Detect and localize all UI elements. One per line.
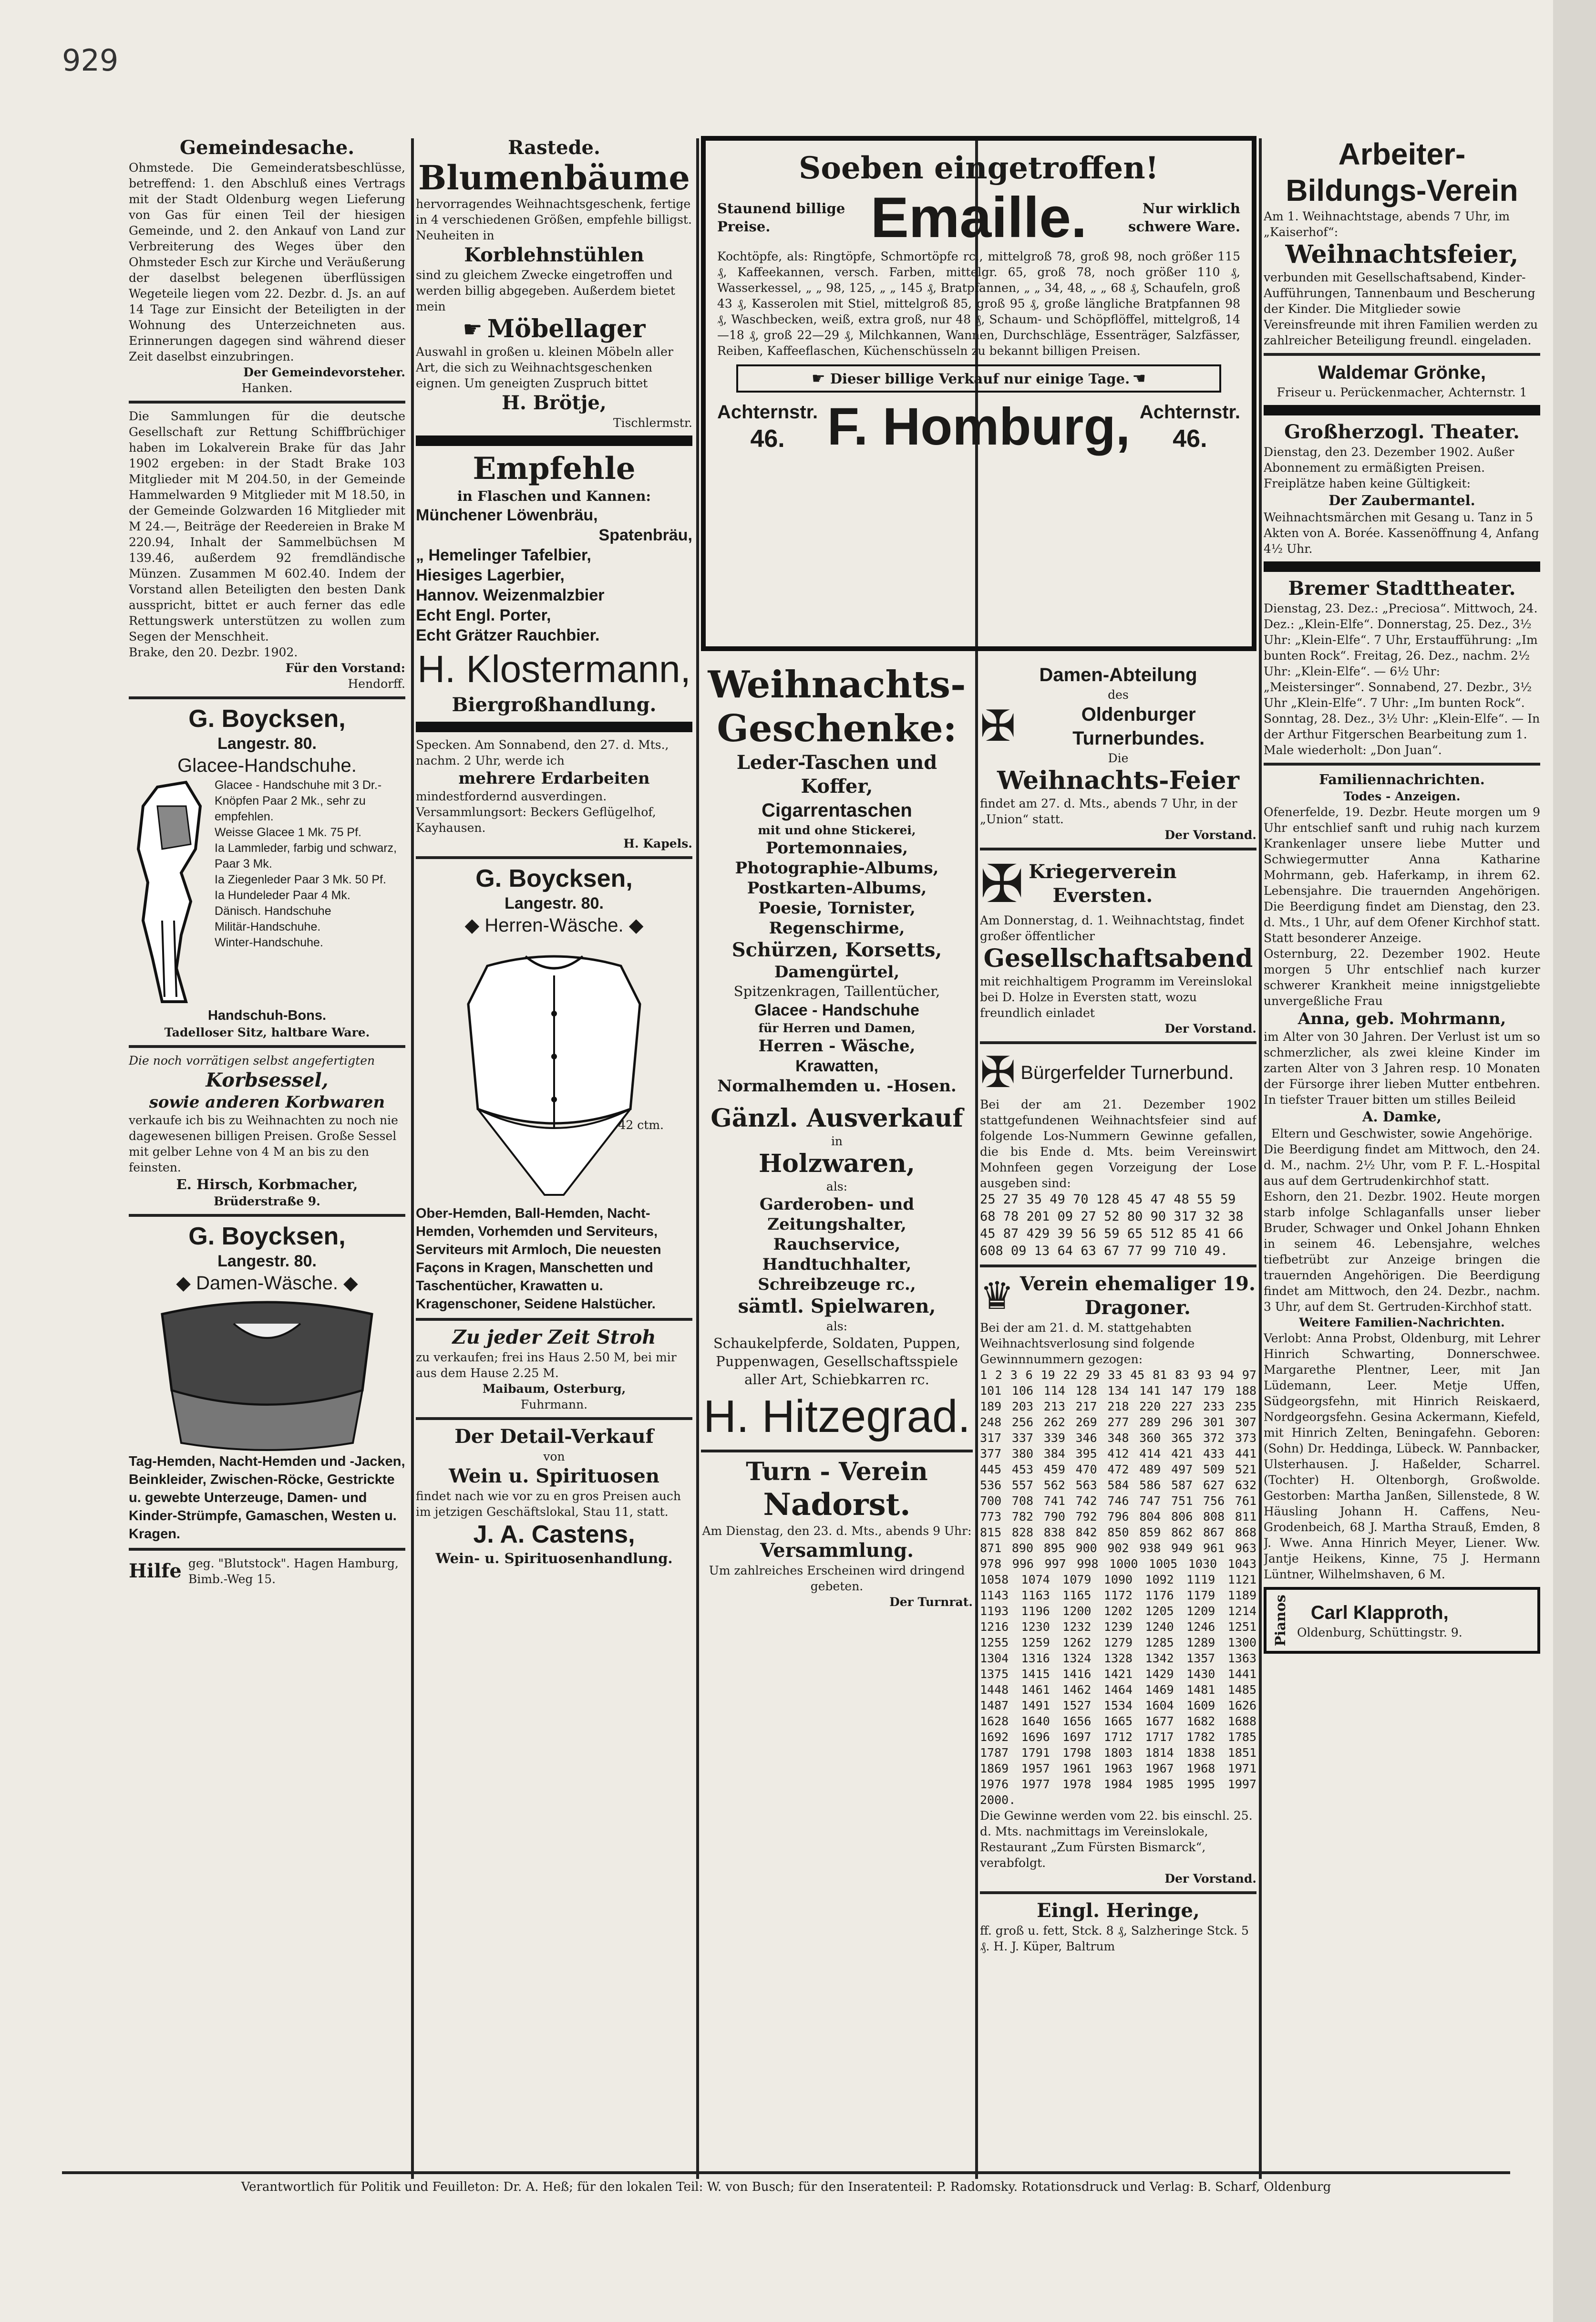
- column-3: [701, 663, 973, 2179]
- iron-cross-icon: ✠: [980, 853, 1024, 914]
- wein-title: Wein u. Spirituosen: [449, 1465, 659, 1487]
- herren-items: Ober-Hemden, Ball-Hemden, Nacht-Hemden, Vorhemden und Serviteurs, Serviteurs mit Armloch, Die neuesten Façons in Kragen, Manschetten und Taschentücher, Krawatten u. Kragenschoner, Seidene Halstücher.: [416, 1206, 661, 1312]
- hilfe-text: geg. "Blutstock". Hagen Hamburg, Bimb.-Weg 15.: [188, 1556, 399, 1586]
- divider: [129, 1045, 405, 1048]
- number-left: 46.: [750, 425, 785, 453]
- beer-item: Hiesiges Lagerbier,: [416, 566, 565, 584]
- sammlung-name: Hendorff.: [348, 677, 405, 691]
- divider: [416, 1318, 692, 1321]
- divider: [129, 696, 405, 699]
- divider: [1264, 353, 1540, 356]
- divider: [129, 1214, 405, 1217]
- gift-item: Spitzenkragen, Taillentücher,: [733, 983, 940, 999]
- pianos-label: Pianos: [1272, 1595, 1288, 1647]
- gift-item: Normalhemden u. -Hosen.: [717, 1077, 957, 1096]
- gift-item: Photographie-Albums,: [735, 859, 939, 878]
- address-right: [1140, 400, 1240, 454]
- boycksen-name: G. Boycksen,: [475, 865, 633, 892]
- damke-name: A. Damke,: [1362, 1109, 1442, 1125]
- pointing-hand-icon: ☛: [811, 369, 830, 387]
- gift-item: Krawatten,: [795, 1057, 878, 1075]
- erdarbeiten-title: mehrere Erdarbeiten: [458, 769, 650, 788]
- boycksen-name: G. Boycksen,: [188, 1223, 346, 1250]
- beer-item: Echt Grätzer Rauchbier.: [416, 626, 600, 644]
- boycksen-address: Langestr. 80.: [505, 894, 604, 912]
- gemeinde-signature: Der Gemeindevorsteher.: [243, 365, 405, 379]
- als-label: als:: [826, 1180, 848, 1193]
- weihnachts-title: Weihnachts-: [708, 663, 966, 706]
- krieger-titles: [1029, 860, 1176, 908]
- damke-sub: Eltern und Geschwister, sowie Angehörige.: [1271, 1127, 1533, 1140]
- hitzegrad-name: H. Hitzegrad.: [703, 1391, 971, 1442]
- column-rule: [1259, 138, 1262, 2179]
- klapproth-details: [1297, 1601, 1462, 1640]
- klostermann-sub: Biergroßhandlung.: [452, 694, 657, 716]
- gemeinde-text: Ohmstede. Die Gemeinderatsbeschlüsse, betreffend: 1. den Abschluß eines Vertrags mit der Stadt Oldenburg wegen Lieferung von Gas für einen Teil der hiesigen Gemeinde, und 2. den Ankauf von Land zur Verbreiterung des Weges über den Ohmsteder Esch zur Kirche und Veräußerung der daselbst belegenen überflüssigen Wegeteile liegen vom 22. Dezbr. d. Js. an auf 14 Tage zur Einsicht der Beteiligten in der Wohnung des Unterzeichneten aus. Erinnerungen dagegen sind während dieser Zeit daselbst einzubringen.: [129, 161, 405, 363]
- todes-title: Todes - Anzeigen.: [1343, 789, 1461, 803]
- herren-waesche-title: ◆ Herren-Wäsche. ◆: [464, 915, 644, 936]
- gift-item: Schürzen, Korsetts,: [731, 939, 942, 961]
- divider: [416, 1417, 692, 1420]
- todes-text: Ofenerfelde, 19. Dezbr. Heute morgen um 9 Uhr entschlief sanft und ruhig nach kurzem Krankenlager unsere liebe Mutter und Schwiegermutter Anna Katharine Mohrmann, geb. Haferkamp, in ihrem 62. Lebensjahre. Die trauernden Angehörigen. Die Beerdigung findet am Dienstag, den 23. d. Mts., 1 Uhr, auf dem Ofener Kirchhof statt. Statt besonderer Anzeige.: [1264, 805, 1540, 945]
- gesellschaftsabend-signature: Der Vorstand.: [1164, 1022, 1256, 1036]
- damke-text: Die Beerdigung findet am Mittwoch, den 24. d. M., nachm. 2½ Uhr, vom P. F. L.-Hospital aus auf dem Gertrudenkirchhof statt.: [1264, 1142, 1540, 1188]
- hirsch-address: Brüderstraße 9.: [214, 1194, 320, 1208]
- damen-waesche-title: ◆ Damen-Wäsche. ◆: [176, 1273, 358, 1294]
- holz-item: Rauchservice, Handtuchhalter,: [762, 1235, 912, 1274]
- dragoner-title: Verein ehemaliger 19. Dragoner.: [1019, 1273, 1256, 1319]
- weihnachts-feier-title: Weihnachts-Feier: [997, 766, 1240, 795]
- stroh-title: Zu jeder Zeit Stroh: [452, 1326, 656, 1348]
- hirsch-title: Korbsessel,: [206, 1069, 329, 1091]
- anna-name: Anna, geb. Mohrmann,: [1297, 1009, 1506, 1028]
- turnrat-signature: Der Turnrat.: [889, 1595, 973, 1609]
- staunend-text: Staunend billige Preise.: [717, 200, 845, 235]
- gift-item: Postkarten-Albums,: [747, 879, 927, 898]
- glacee-title: Glacee-Handschuhe.: [177, 755, 357, 776]
- glove-block: [129, 777, 405, 1006]
- detail-von: von: [543, 1450, 565, 1463]
- column-rule: [696, 138, 699, 2179]
- divider: [980, 848, 1256, 850]
- divider: [701, 1450, 973, 1452]
- column-2: [416, 136, 692, 2179]
- zaubermantel-title: Der Zaubermantel.: [1328, 492, 1475, 508]
- glove-item: Winter-Handschuhe.: [215, 936, 323, 949]
- klapproth-name: Carl Klapproth,: [1310, 1602, 1449, 1623]
- column-1: [129, 136, 405, 2179]
- weihnachtsfeier-title: Weihnachtsfeier,: [1285, 240, 1519, 269]
- sammlung-date: Brake, den 20. Dezbr. 1902.: [129, 645, 298, 659]
- divider: [1264, 405, 1540, 415]
- gift-item: Portemonnaies,: [765, 839, 908, 858]
- gemeinde-title: Gemeindesache.: [179, 136, 355, 159]
- hirsch-text: verkaufe ich bis zu Weihnachten zu noch nie dagewesenen billigen Preisen. Große Sessel mit gelber Lehne von 4 M an bis zu den feinsten.: [129, 1113, 398, 1174]
- page-number: 929: [62, 43, 119, 78]
- in-label: in: [831, 1134, 843, 1148]
- pointing-hand-icon: ☛: [463, 316, 483, 342]
- ausverkauf-title: Gänzl. Ausverkauf: [710, 1104, 963, 1133]
- groenke-name: Waldemar Grönke,: [1318, 362, 1486, 383]
- column-rule: [411, 138, 414, 2179]
- erdarbeiten-text: mindestfordernd ausverdingen. Versammlungsort: Beckers Geflügelhof, Kayhausen.: [416, 789, 656, 835]
- weihnachts-feier-text: findet am 27. d. Mts., abends 7 Uhr, in der „Union“ statt.: [980, 797, 1237, 826]
- divider: [416, 856, 692, 859]
- cross-icon: ✠: [980, 701, 1016, 751]
- turnerbund-heading: [980, 703, 1256, 750]
- broetje-name: H. Brötje,: [502, 392, 607, 414]
- divider: [1264, 561, 1540, 572]
- glove-item: Ia Lammleder, farbig und schwarz, Paar 3 Mk.: [215, 841, 397, 871]
- korb-title: Korblehnstühlen: [464, 244, 644, 266]
- crown-icon: ♛: [980, 1274, 1014, 1318]
- hilfe-title: Hilfe: [129, 1560, 182, 1582]
- emaille-row: [717, 187, 1240, 249]
- gift-item: Regenschirme,: [769, 919, 905, 938]
- theater-title: Großherzogl. Theater.: [1284, 421, 1520, 443]
- detail-title: Der Detail-Verkauf: [454, 1425, 654, 1448]
- bluemen-title: Blumenbäume: [418, 158, 690, 197]
- hirsch-intro: Die noch vorrätigen selbst angefertigten: [129, 1054, 375, 1068]
- glove-prices: [215, 777, 405, 1006]
- beer-item: Spatenbräu,: [598, 526, 692, 544]
- hilfe-ad: [129, 1555, 405, 1587]
- imprint-footer: Verantwortlich für Politik und Feuilleton: Dr. A. Heß; für den lokalen Teil: W. von Busch; für den Inseratenteil: P. Radomsky. Rotationsdruck und Verlag: B. Scharf, Oldenburg: [62, 2171, 1510, 2195]
- number-right: 46.: [1173, 425, 1207, 453]
- broetje-sub: Tischlermstr.: [613, 416, 692, 430]
- castens-sub: Wein- u. Spirituosenhandlung.: [435, 1550, 673, 1566]
- krieger-heading: [980, 855, 1256, 912]
- bluemen-text: hervorragendes Weihnachtsgeschenk, fertige in 4 verschiedenen Größen, empfehle billigst. Neuheiten in: [416, 197, 692, 242]
- column-5: [1264, 136, 1540, 2179]
- homburg-ad: [701, 136, 1256, 661]
- nadorst-title: Nadorst.: [763, 1487, 911, 1523]
- klostermann-name: H. Klostermann,: [417, 648, 691, 690]
- beer-item: Echt Engl. Porter,: [416, 606, 551, 624]
- buergerfelder-numbers: 25 27 35 49 70 128 45 47 48 55 59 68 78 201 09 27 52 80 90 317 32 38 45 87 429 39 56 59 65 512 85 41 66 608 09 13 64 63 67 77 99 710 49.: [980, 1192, 1244, 1258]
- weitere-title: Weitere Familien-Nachrichten.: [1299, 1316, 1505, 1329]
- glove-item: Ia Hundeleder Paar 4 Mk.: [215, 889, 350, 902]
- boycksen-address: Langestr. 80.: [217, 1252, 317, 1270]
- column-4: [980, 663, 1256, 2179]
- bildungsverein-title: Bildungs-Verein: [1286, 173, 1518, 207]
- moebel-text: Auswahl in großen u. kleinen Möbeln aller Art, die sich zu Weihnachtsgeschenken eignen. Um geneigten Zuspruch bittet: [416, 345, 673, 390]
- holz-item: sämtl. Spielwaren,: [738, 1295, 936, 1317]
- gift-item: Herren - Wäsche,: [758, 1037, 916, 1056]
- achternstr-right: Achternstr.: [1139, 402, 1240, 423]
- buergerfelder-text: Bei der am 21. Dezember 1902 stattgefundenen Weihnachtsfeier sind auf folgende Los-Nummern Gewinne gefallen, die bis Ende d. Mts. beim Vereinswirt Mohnfeen gegen Vorzeigung der Lose ausgeben sind:: [980, 1098, 1256, 1190]
- heringe-title: Eingl. Heringe,: [1037, 1899, 1200, 1922]
- glove-tagline: Tadelloser Sitz, haltbare Ware.: [164, 1026, 370, 1039]
- damen-items: Tag-Hemden, Nacht-Hemden und -Jacken, Beinkleider, Zwischen-Röcke, Gestrickte u. gewebte Unterzeuge, Damen- und Kinder-Strümpfe, Gamaschen, Westen u. Kragen.: [129, 1454, 405, 1542]
- divider: [980, 1891, 1256, 1894]
- collar-image: [153, 1295, 381, 1452]
- als-label: als:: [826, 1319, 848, 1333]
- emaille-text: Kochtöpfe, als: Ringtöpfe, Schmortöpfe rc., mittelgroß 78, groß 98, noch größer 115 ₰, Kaffeekannen, versch. Farben, mittelgr. 65, groß 78, noch größer 110 ₰, Wasserkessel, „ „ 98, 125, „ „ 145 ₰, Bratpfannen, „ „ 34, 48, „ „ 68 ₰, Schaufeln, groß 43 ₰, Kasserolen mit Stiel, mittelgroß 85, groß 95 ₰, große längliche Bratpfannen 98 ₰, Waschbecken, weiß, extra groß, nur 48 ₰, Schaum- und Schöpflöffel, mittelgroß, 14—18 ₰, groß 22—29 ₰, Milchkannen, Wannen, Durchschläge, Essenträger, Salzfässer, Reiben, Kaffeeflaschen, Küchenschüsseln zu bekannt billigen Preisen.: [717, 249, 1240, 358]
- holz-item: Garderoben- und Zeitungshalter,: [759, 1195, 915, 1234]
- turnerbund-title: Oldenburger Turnerbundes.: [1072, 704, 1205, 749]
- beer-item: Münchener Löwenbräu,: [416, 506, 598, 524]
- gift-item: Damengürtel,: [774, 963, 900, 982]
- dieser-text: Dieser billige Verkauf nur einige Tage.: [830, 371, 1130, 387]
- stroh-text: zu verkaufen; frei ins Haus 2.50 M, bei mir aus dem Hause 2.25 M.: [416, 1350, 677, 1380]
- bremer-title: Bremer Stadttheater.: [1288, 577, 1516, 600]
- glove-item: Weisse Glacee 1 Mk. 75 Pf.: [215, 826, 361, 839]
- turnverein-text2: Um zahlreiches Erscheinen wird dringend gebeten.: [709, 1564, 965, 1593]
- glove-item: Militär-Handschuhe.: [215, 920, 321, 933]
- die-label: Die: [1108, 751, 1129, 765]
- homburg-box: [701, 136, 1256, 651]
- divider: [1264, 763, 1540, 766]
- heringe-text: ff. groß u. fett, Stck. 8 ₰, Salzheringe Stck. 5 ₰. H. J. Küper, Baltrum: [980, 1924, 1249, 1953]
- krieger-title: Kriegerverein: [1029, 860, 1177, 883]
- gesellschaftsabend-title: Gesellschaftsabend: [983, 944, 1253, 973]
- theater-text: Dienstag, den 23. Dezember 1902. Außer Abonnement zu ermäßigten Preisen. Freiplätze haben keine Gültigkeit:: [1264, 445, 1514, 490]
- korb-text: sind zu gleichem Zwecke eingetroffen und werden billig abgegeben. Außerdem bietet mein: [416, 268, 675, 313]
- klapproth-address: Oldenburg, Schüttingstr. 9.: [1297, 1625, 1462, 1639]
- turnverein-text: Am Dienstag, den 23. d. Mts., abends 9 Uhr:: [702, 1524, 972, 1538]
- castens-name: J. A. Castens,: [473, 1521, 635, 1548]
- weihnachtsfeier-text: verbunden mit Gesellschaftsabend, Kinder-Aufführungen, Tannenbaum und Bescherung der Kinder. Die Mitglieder sowie Vereinsfreunde mit ihren Familien werden zu zahlreicher Beteiligung freundl. eingeladen.: [1264, 270, 1538, 347]
- rastede-title: Rastede.: [508, 136, 600, 159]
- address-left: [717, 400, 818, 454]
- shirt-figure: [440, 937, 669, 1204]
- wein-text: findet nach wie vor zu en gros Preisen auch im jetzigen Geschäftslokal, Stau 11, statt.: [416, 1489, 681, 1519]
- dragoner-text: Bei der am 21. d. M. stattgehabten Weihnachtsverlosung sind folgende Gewinnnummern gezogen:: [980, 1321, 1195, 1366]
- holz-item: Schreibzeuge rc.,: [758, 1275, 916, 1294]
- glove-bons: Handschuh-Bons.: [207, 1008, 327, 1023]
- zigarren-sub: mit und ohne Stickerei,: [758, 823, 916, 837]
- groenke-sub: Friseur u. Perückenmacher, Achternstr. 1: [1277, 385, 1527, 399]
- klapproth-ad: [1264, 1587, 1540, 1654]
- kapels-name: H. Kapels.: [623, 837, 692, 850]
- spacer: [701, 1096, 973, 1104]
- leder-title: Leder-Taschen und Koffer,: [736, 751, 937, 798]
- glove-image: [129, 777, 210, 1006]
- beer-item: Hannov. Weizenmalzbier: [416, 586, 605, 604]
- shirt-image: [440, 937, 669, 1204]
- achternstr-left: Achternstr.: [717, 402, 818, 423]
- cross-icon: ✠: [980, 1047, 1016, 1098]
- gift-item: Glacee - Handschuhe: [754, 1001, 919, 1019]
- dragoner-text2: Die Gewinne werden vom 22. bis einschl. 25. d. Mts. nachmittags im Vereinslokale, Restaurant „Zum Fürsten Bismarck“, verabfolgt.: [980, 1809, 1253, 1870]
- dragoner-signature: Der Vorstand.: [1164, 1872, 1256, 1886]
- holzwaren-title: Holzwaren,: [759, 1149, 915, 1178]
- glove-item: Ia Ziegenleder Paar 3 Mk. 50 Pf.: [215, 873, 386, 886]
- versammlung-title: Versammlung.: [760, 1539, 914, 1562]
- zaubermantel-text: Weihnachtsmärchen mit Gesang u. Tanz in 5 Akten von A. Borée. Kassenöffnung 4, Anfang 4½ Uhr.: [1264, 510, 1539, 556]
- divider: [980, 1265, 1256, 1267]
- dieser-box: [736, 364, 1221, 393]
- beer-item: „ Hemelinger Tafelbier,: [416, 546, 591, 564]
- gift-item: Poesie, Tornister,: [758, 899, 916, 918]
- arbeiter-text: Am 1. Weihnachtstage, abends 7 Uhr, im „Kaiserhof“:: [1264, 209, 1510, 239]
- specken-text: Specken. Am Sonnabend, den 27. d. Mts., nachm. 2 Uhr, werde ich: [416, 738, 669, 767]
- turnverein-title: Turn - Verein: [746, 1457, 928, 1486]
- sammlung-signature: Für den Vorstand:: [285, 661, 405, 675]
- glove-item: Glacee - Handschuhe mit 3 Dr.-Knöpfen Paar 2 Mk., sehr zu empfehlen.: [215, 778, 382, 823]
- page-margin: [1553, 0, 1596, 2322]
- eshorn-text: Eshorn, den 21. Dezbr. 1902. Heute morgen starb infolge Schlaganfalls unser lieber Bruder, Schwager und Onkel Johann Ehnken in seinem 46. Lebensjahre, welches tiefbetrübt zur Anzeige bringen die trauernden Angehörigen. Die Beerdigung findet am Mittwoch, den 24. Dezbr., nachm. 3 Uhr, auf dem St. Gertruden-Kirchhof statt.: [1264, 1190, 1540, 1314]
- pointing-hand-icon: ☚: [1132, 369, 1146, 387]
- weihnachts-feier-signature: Der Vorstand.: [1164, 828, 1256, 842]
- damen-abteilung-title: Damen-Abteilung: [1039, 664, 1197, 685]
- weitere-text: Verlobt: Anna Probst, Oldenburg, mit Lehrer Hinrich Schwarting, Donnerschwee. Margarethe Plentner, Leer, mit Jan Lüdemann, Leer. Metje Uffen, Südgeorgsfehn, mit Hinrich Reiskaerd, Nordgeorgsfehn. Gesina Ackermann, Kiefeld, mit Hinrich Zelten, Beningafehn. Geboren: (Sohn) Dr. Heddinga, Lübeck. W. Pannbacker, Ulsterhausen. J. Haßelder, Scharrel. (Tochter) H. Oltenborgh, Großwolde. Gestorben: Martha Janßen, Sillenstede, 8 W. Häusling Johann H. Caffens, Neu-Grodenbeich, 68 J. Martha Strauß, Emden, 8 J. Wwe. Anna Hinrich Meyer, Liener. Ww. Jantje Heikens, Kinne, 75 J. Hermann Lüntner, Wilhelmshaven, 6 M.: [1264, 1331, 1540, 1581]
- hirsch-name: E. Hirsch, Korbmacher,: [176, 1176, 358, 1192]
- empfehle-title: Empfehle: [473, 451, 636, 487]
- des-label: des: [1108, 688, 1129, 702]
- gift-item: für Herren und Damen,: [758, 1021, 916, 1035]
- osternburg-text: Osternburg, 22. Dezember 1902. Heute morgen 5 Uhr entschlief nach kurzer schwerer Krankheit meine innigstgeliebte unvergeßliche Frau: [1264, 947, 1540, 1008]
- krieger-text: Am Donnerstag, d. 1. Weihnachtstag, findet großer öffentlicher: [980, 913, 1245, 943]
- homburg-footer: [717, 398, 1240, 456]
- buergerfelder-title: Bürgerfelder Turnerbund.: [1020, 1062, 1234, 1083]
- stroh-signature: Maibaum, Osterburg,: [482, 1382, 626, 1396]
- gesellschaftsabend-text: mit reichhaltigem Programm im Vereinslokal bei D. Holze in Eversten statt, wozu freundlich einladet: [980, 974, 1253, 1020]
- hirsch-subtitle: sowie anderen Korbwaren: [149, 1093, 385, 1112]
- divider: [416, 435, 692, 446]
- divider: [980, 1041, 1256, 1044]
- arbeiter-title: Arbeiter-: [1338, 137, 1466, 171]
- eversten-title: Eversten.: [1052, 884, 1153, 907]
- stroh-signature-sub: Fuhrmann.: [520, 1398, 588, 1411]
- geschenke-title: Geschenke:: [717, 707, 957, 750]
- spielwaren-list: Schaukelpferde, Soldaten, Puppen, Puppenwagen, Gesellschaftsspiele aller Art, Schiebkarren rc.: [713, 1335, 960, 1388]
- boycksen-name: G. Boycksen,: [188, 705, 346, 733]
- moebel-heading: [416, 314, 692, 344]
- boycksen-address: Langestr. 80.: [217, 735, 317, 753]
- dragoner-numbers: 1 2 3 6 19 22 29 33 45 81 83 93 94 97 101 106 114 128 134 141 147 179 188 189 203 213 217 218 220 227 233 235 248 256 262 269 277 289 296 301 307 317 337 339 346 348 360 365 372 373 377 380 384 395 412 414 421 433 441 445 453 459 470 472 489 497 509 521 536 557 562 563 584 586 587 627 632 700 708 741 742 746 747 751 756 761 773 782 790 792 796 804 806 808 811 815 828 838 842 850 859 862 867 868 871 890 895 900 902 938 949 961 963 978 996 997 998 1000 1005 1030 1043 1058 1074 1079 1090 1092 1119 1121 1143 1163 1165 1172 1176 1179 1189 1193 1196 1200 1202 1205 1209 1214 1216 1230 1232 1239 1240 1246 1251 1255 1259 1262 1279 1285 1289 1300 1304 1316 1324 1328 1342 1357 1363 1375 1415 1416 1421 1429 1430 1441 1448 1461 1462 1464 1469 1481 1485 1487 1491 1527 1534 1604 1609 1626 1628 1640 1656 1665 1677 1682 1688 1692 1696 1697 1712 1717 1782 1785 1787 1791 1798 1803 1814 1838 1851 1869 1957 1961 1963 1967 1968 1971 1976 1977 1978 1984 1985 1995 1997 2000.: [980, 1368, 1256, 1807]
- divider: [129, 401, 405, 404]
- divider: [129, 1548, 405, 1551]
- glove-item: Dänisch. Handschuhe: [215, 904, 331, 918]
- empfehle-sub: in Flaschen und Kannen:: [457, 488, 651, 504]
- dragoner-heading: [980, 1272, 1256, 1320]
- moebel-title: Möbellager: [487, 314, 646, 343]
- sammlung-text: Die Sammlungen für die deutsche Gesellschaft zur Rettung Schiffbrüchiger haben im Lokalverein Brake für das Jahr 1902 ergeben: in der Stadt Brake 103 Mitglieder mit M 204.50, in der Gemeinde Hammelwarden 9 Mitglieder mit M 18.50, in der Gemeinde Golzwarden 16 Mitglieder mit M 24.—, Beiträge der Reedereien in Brake M 220.94, Inhalt der Sammelbüchsen M 139.46, außerdem 92 fremdländische Münzen. Zusammen M 602.40. Indem der Vorstand allen Beteiligten den besten Dank ausspricht, bittet er auch ferner das edle Rettungswerk unterstützen zu wollen zum Segen der Menschheit.: [129, 409, 405, 643]
- zigarren-title: Cigarrentaschen: [762, 800, 912, 821]
- gemeinde-name: Hanken.: [241, 381, 293, 395]
- nur-text: Nur wirklich schwere Ware.: [1128, 200, 1240, 235]
- anna-text: im Alter von 30 Jahren. Der Verlust ist um so schmerzlicher, als zwei kleine Kinder im zarten Alter von 3 Jahren resp. 10 Monaten der Fürsorge ihrer lieben Mutter entbehren. In tiefster Trauer bitten um stilles Beileid: [1264, 1030, 1540, 1107]
- soeben-title: Soeben eingetroffen!: [799, 150, 1159, 186]
- bremer-text: Dienstag, 23. Dez.: „Preciosa“. Mittwoch, 24. Dez.: „Klein-Elfe“. Donnerstag, 25. Dez., 3½ Uhr: „Klein-Elfe“. 7 Uhr, Erstaufführung: „Im bunten Rock“. Freitag, 26. Dez., nachm. 2½ Uhr: „Klein-Elfe“. — 6½ Uhr: „Meistersinger“. Sonnabend, 27. Dezbr., 3½ Uhr „Klein-Elfe“. 7 Uhr: „Im bunten Rock“. Sonntag, 28. Dez., 3½ Uhr: „Klein-Elfe“. — In der Arthur Fitgerschen Bearbeitung zum 1. Male wiederholt: „Don Juan“.: [1264, 601, 1540, 757]
- emaille-title: Emaille.: [870, 186, 1087, 249]
- buergerfelder-heading: [980, 1049, 1256, 1097]
- divider: [416, 722, 692, 732]
- homburg-name: F. Homburg,: [827, 397, 1131, 456]
- shirt-size: 42 ctm.: [618, 1118, 664, 1132]
- familien-title: Familiennachrichten.: [1319, 771, 1485, 788]
